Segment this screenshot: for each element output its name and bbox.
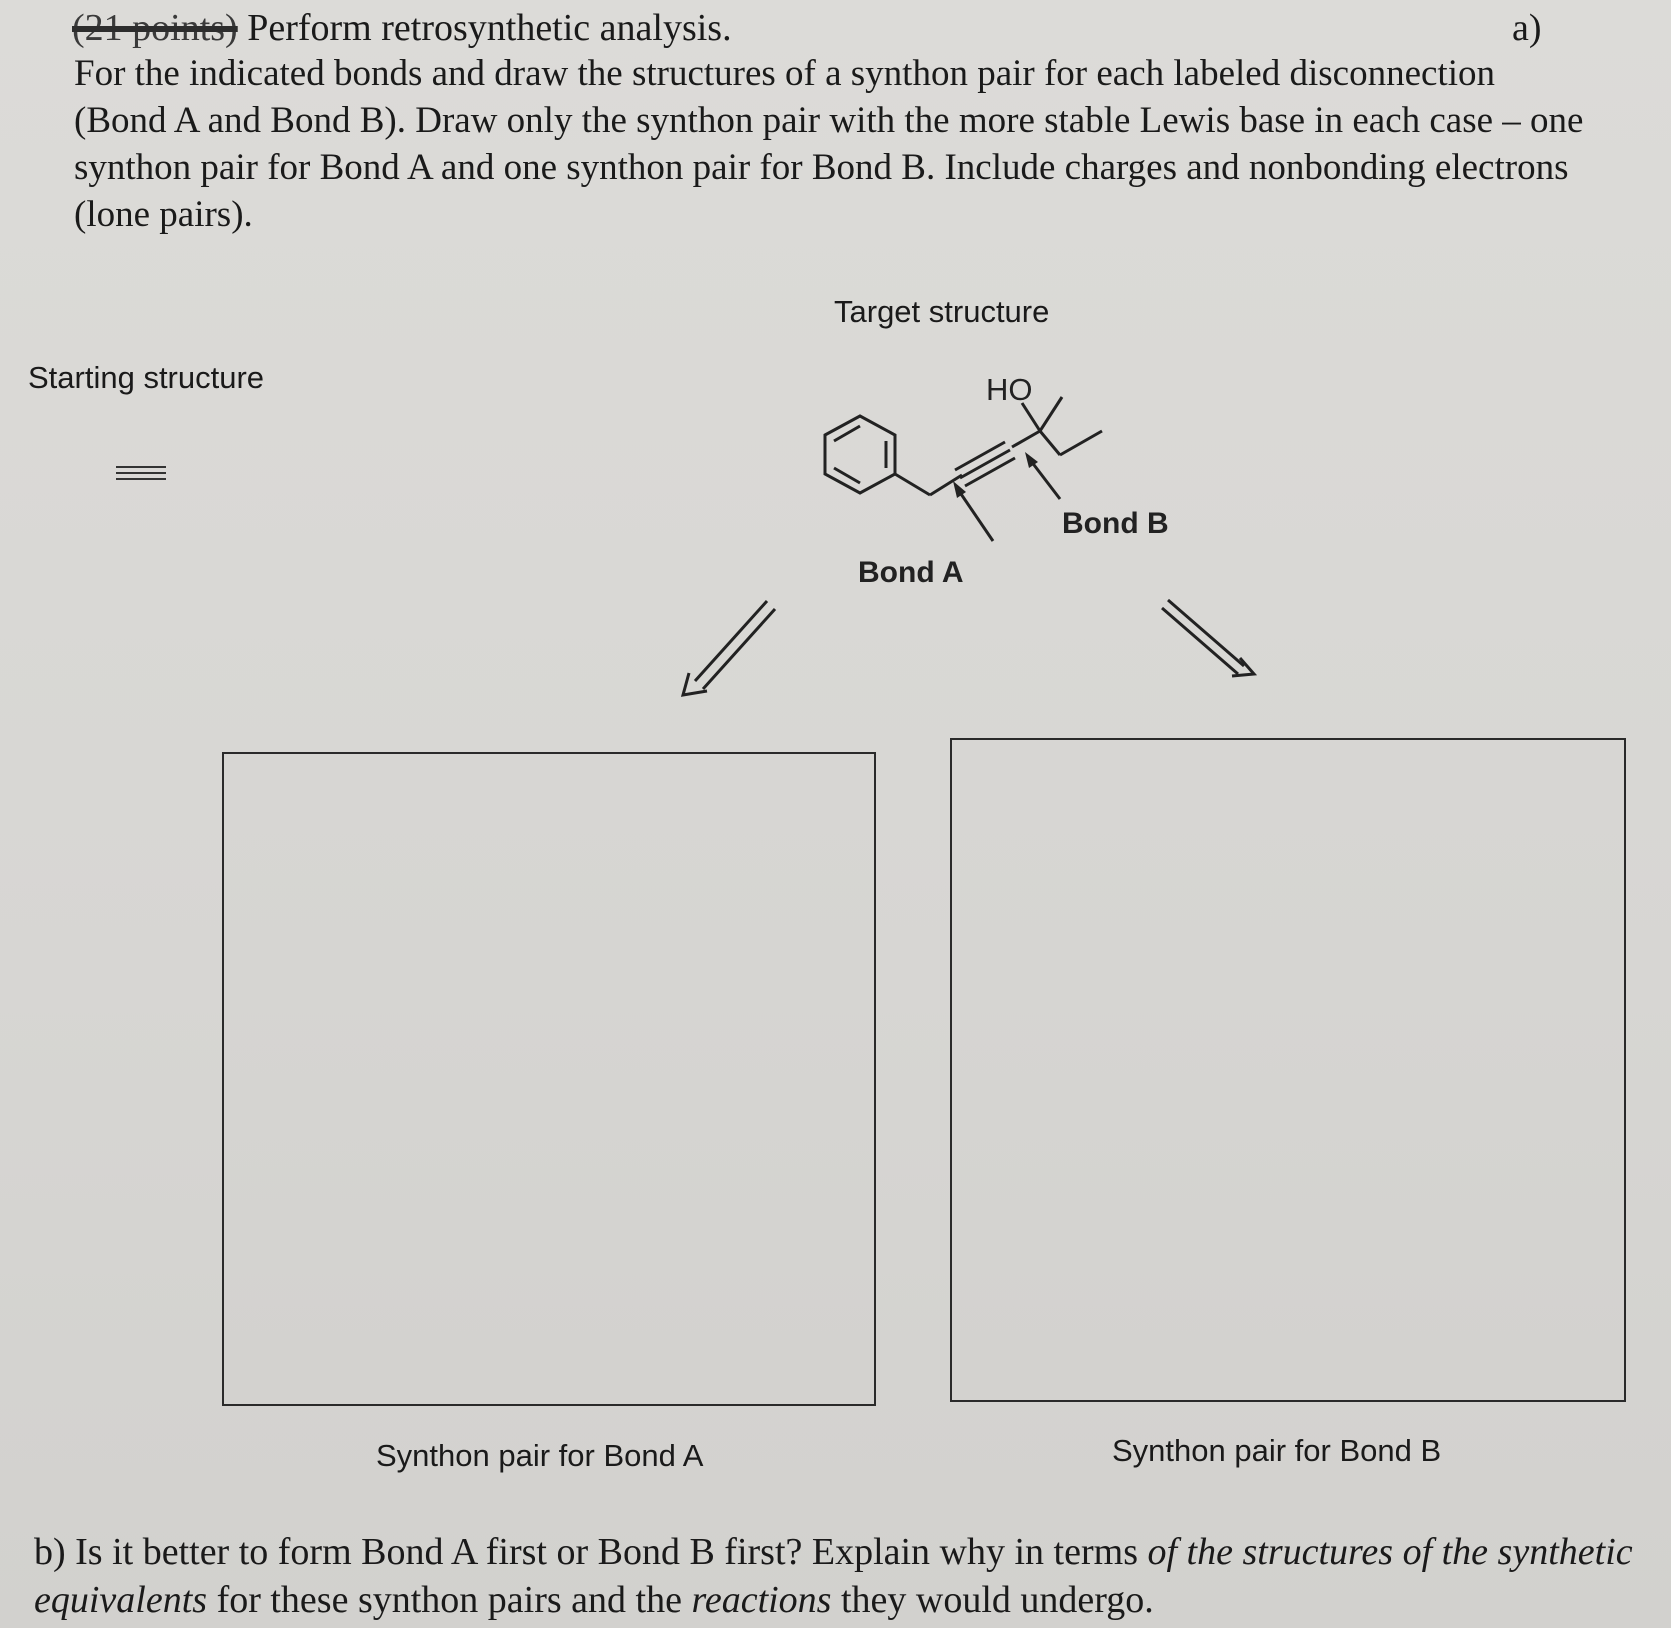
part-b-question — [34, 1528, 1664, 1624]
target-molecule — [790, 375, 1190, 625]
part-b-italic-structures: of the structures of the synthetic equivalents — [34, 1531, 1633, 1621]
bond-b-label: Bond B — [1062, 507, 1169, 540]
answer-box-bond-b[interactable] — [950, 738, 1626, 1402]
answer-box-bond-a[interactable] — [222, 752, 876, 1406]
triple-bond-line — [116, 466, 166, 468]
caption-synthon-pair-bond-a: Synthon pair for Bond A — [376, 1438, 704, 1473]
ethyl-bond-2 — [1060, 431, 1102, 455]
caption-synthon-pair-bond-b: Synthon pair for Bond B — [1112, 1433, 1442, 1468]
benzylic-bond — [895, 474, 930, 495]
methyl-bond — [1040, 397, 1062, 431]
bond-b-arrow — [1025, 452, 1060, 499]
retro-arrow-a — [675, 595, 785, 705]
ho-label: HO — [986, 375, 1033, 407]
alkyne-triple-bond — [955, 442, 1015, 486]
carbinol-oh-bond — [1022, 403, 1040, 431]
instructions-text: For the indicated bonds and draw the structures of a synthon pair for each labeled disconnection (Bond A and Bond B). Draw only the synthon pair with the more stable Lewis base in each case – one synthon pair for Bond A and one synthon pair for Bond B. Include charges and nonbonding electrons (lone pairs). — [74, 53, 1584, 235]
triple-bond-line — [116, 472, 166, 474]
part-b-italic-reactions: reactions — [691, 1579, 832, 1621]
starting-structure-triple-bond — [116, 466, 166, 484]
retro-arrow-b — [1160, 590, 1270, 690]
bond-a-label: Bond A — [858, 556, 964, 589]
question-points: (21 points) — [72, 7, 238, 49]
starting-structure-label: Starting structure — [28, 360, 265, 395]
triple-bond-line — [116, 478, 166, 480]
ethyl-bond-1 — [1040, 431, 1060, 455]
part-b-tail: they would undergo. — [831, 1579, 1154, 1621]
propargylic-bond — [1012, 431, 1040, 447]
part-a-label: a) — [1512, 7, 1542, 49]
question-header — [72, 6, 732, 50]
part-b-lead: b) Is it better to form Bond A first or Bond B first? Explain why in terms — [34, 1531, 1148, 1573]
question-title: Perform retrosynthetic analysis. — [247, 7, 732, 49]
part-b-mid: for these synthon pairs and the — [207, 1579, 692, 1621]
bond-a-arrow — [953, 481, 993, 541]
benzene-ring — [825, 416, 895, 493]
target-structure-label: Target structure — [834, 294, 1050, 329]
